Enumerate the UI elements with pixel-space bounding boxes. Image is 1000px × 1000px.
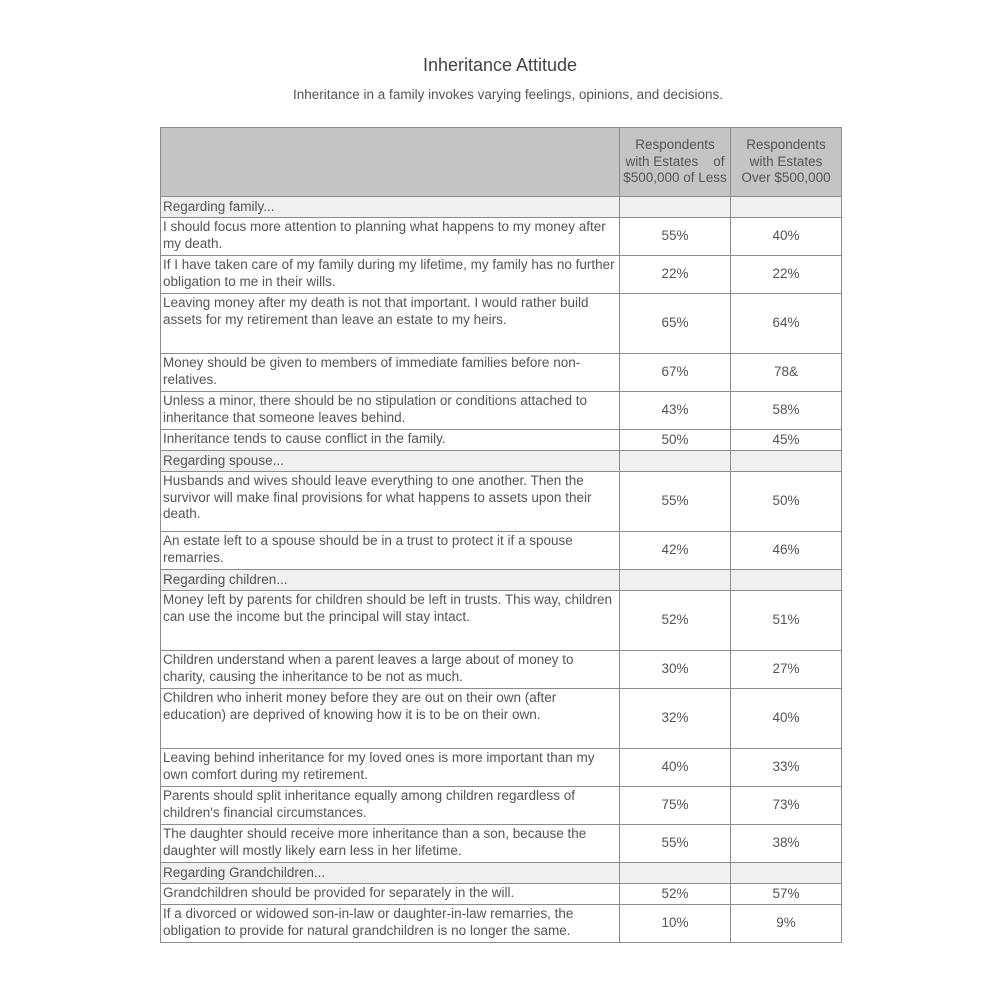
statement-cell: Parents should split inheritance equally among children regardless of children's financial circumstances. bbox=[161, 787, 620, 825]
statement-cell: Leaving behind inheritance for my loved ones is more important than my own comfort during my retirement. bbox=[161, 749, 620, 787]
section-empty-cell bbox=[620, 863, 731, 884]
header-statement bbox=[161, 128, 620, 197]
statement-cell: Children who inherit money before they are out on their own (after education) are deprived of knowing how it is to be on their own. bbox=[161, 689, 620, 749]
value-less-500k: 55% bbox=[620, 472, 731, 532]
page-title: Inheritance Attitude bbox=[422, 55, 578, 75]
inheritance-table bbox=[160, 127, 842, 943]
value-less-500k: 65% bbox=[620, 294, 731, 354]
table-row bbox=[161, 472, 842, 532]
value-over-500k: 38% bbox=[731, 825, 842, 863]
value-less-500k: 30% bbox=[620, 651, 731, 689]
value-over-500k: 9% bbox=[731, 905, 842, 943]
value-over-500k: 58% bbox=[731, 392, 842, 430]
table-row bbox=[161, 430, 842, 451]
value-less-500k: 75% bbox=[620, 787, 731, 825]
value-over-500k: 57% bbox=[731, 884, 842, 905]
value-less-500k: 52% bbox=[620, 884, 731, 905]
value-over-500k: 46% bbox=[731, 532, 842, 570]
section-empty-cell bbox=[620, 570, 731, 591]
section-empty-cell bbox=[731, 197, 842, 218]
section-empty-cell bbox=[731, 451, 842, 472]
section-empty-cell bbox=[731, 570, 842, 591]
statement-cell: An estate left to a spouse should be in a trust to protect it if a spouse remarries. bbox=[161, 532, 620, 570]
table-row bbox=[161, 591, 842, 651]
section-row bbox=[161, 863, 842, 884]
table-row bbox=[161, 354, 842, 392]
table-header-row bbox=[161, 128, 842, 197]
table-row bbox=[161, 689, 842, 749]
value-over-500k: 40% bbox=[731, 689, 842, 749]
section-row bbox=[161, 570, 842, 591]
table-row bbox=[161, 825, 842, 863]
value-over-500k: 33% bbox=[731, 749, 842, 787]
section-label: Regarding children... bbox=[161, 570, 620, 591]
statement-cell: Husbands and wives should leave everything to one another. Then the survivor will make final provisions for what happens to assets upon their death. bbox=[161, 472, 620, 532]
section-empty-cell bbox=[620, 197, 731, 218]
value-less-500k: 52% bbox=[620, 591, 731, 651]
value-over-500k: 64% bbox=[731, 294, 842, 354]
section-empty-cell bbox=[620, 451, 731, 472]
value-over-500k: 27% bbox=[731, 651, 842, 689]
value-less-500k: 10% bbox=[620, 905, 731, 943]
table-row bbox=[161, 884, 842, 905]
table-row bbox=[161, 651, 842, 689]
value-over-500k: 40% bbox=[731, 218, 842, 256]
table-row bbox=[161, 256, 842, 294]
value-less-500k: 55% bbox=[620, 218, 731, 256]
section-row bbox=[161, 451, 842, 472]
section-label: Regarding spouse... bbox=[161, 451, 620, 472]
statement-cell: If a divorced or widowed son-in-law or daughter-in-law remarries, the obligation to provide for natural grandchildren is no longer the same. bbox=[161, 905, 620, 943]
section-row bbox=[161, 197, 842, 218]
value-less-500k: 22% bbox=[620, 256, 731, 294]
table-row bbox=[161, 532, 842, 570]
statement-cell: Inheritance tends to cause conflict in the family. bbox=[161, 430, 620, 451]
statement-cell: Grandchildren should be provided for separately in the will. bbox=[161, 884, 620, 905]
value-less-500k: 43% bbox=[620, 392, 731, 430]
statement-cell: I should focus more attention to planning what happens to my money after my death. bbox=[161, 218, 620, 256]
table-row bbox=[161, 218, 842, 256]
section-label: Regarding family... bbox=[161, 197, 620, 218]
section-label: Regarding Grandchildren... bbox=[161, 863, 620, 884]
page-subtitle: Inheritance in a family invokes varying feelings, opinions, and decisions. bbox=[293, 87, 723, 102]
table-row bbox=[161, 787, 842, 825]
value-over-500k: 50% bbox=[731, 472, 842, 532]
value-over-500k: 45% bbox=[731, 430, 842, 451]
statement-cell: Children understand when a parent leaves a large about of money to charity, causing the inheritance to be not as much. bbox=[161, 651, 620, 689]
value-over-500k: 22% bbox=[731, 256, 842, 294]
section-empty-cell bbox=[731, 863, 842, 884]
table-row bbox=[161, 905, 842, 943]
value-less-500k: 50% bbox=[620, 430, 731, 451]
statement-cell: The daughter should receive more inheritance than a son, because the daughter will mostly likely earn less in her lifetime. bbox=[161, 825, 620, 863]
value-less-500k: 32% bbox=[620, 689, 731, 749]
statement-cell: Money should be given to members of immediate families before non-relatives. bbox=[161, 354, 620, 392]
value-over-500k: 73% bbox=[731, 787, 842, 825]
value-over-500k: 78& bbox=[731, 354, 842, 392]
value-less-500k: 67% bbox=[620, 354, 731, 392]
header-less-500k: Respondents with Estates of $500,000 of Less bbox=[620, 128, 731, 197]
header-over-500k: Respondents with Estates Over $500,000 bbox=[731, 128, 842, 197]
table-row bbox=[161, 294, 842, 354]
value-less-500k: 55% bbox=[620, 825, 731, 863]
value-less-500k: 42% bbox=[620, 532, 731, 570]
statement-cell: Unless a minor, there should be no stipulation or conditions attached to inheritance that someone leaves behind. bbox=[161, 392, 620, 430]
statement-cell: If I have taken care of my family during my lifetime, my family has no further obligation to me in their wills. bbox=[161, 256, 620, 294]
table-body bbox=[161, 197, 842, 943]
table-row bbox=[161, 392, 842, 430]
statement-cell: Money left by parents for children should be left in trusts. This way, children can use the income but the principal will stay intact. bbox=[161, 591, 620, 651]
value-less-500k: 40% bbox=[620, 749, 731, 787]
table-row bbox=[161, 749, 842, 787]
statement-cell: Leaving money after my death is not that important. I would rather build assets for my retirement than leave an estate to my heirs. bbox=[161, 294, 620, 354]
value-over-500k: 51% bbox=[731, 591, 842, 651]
